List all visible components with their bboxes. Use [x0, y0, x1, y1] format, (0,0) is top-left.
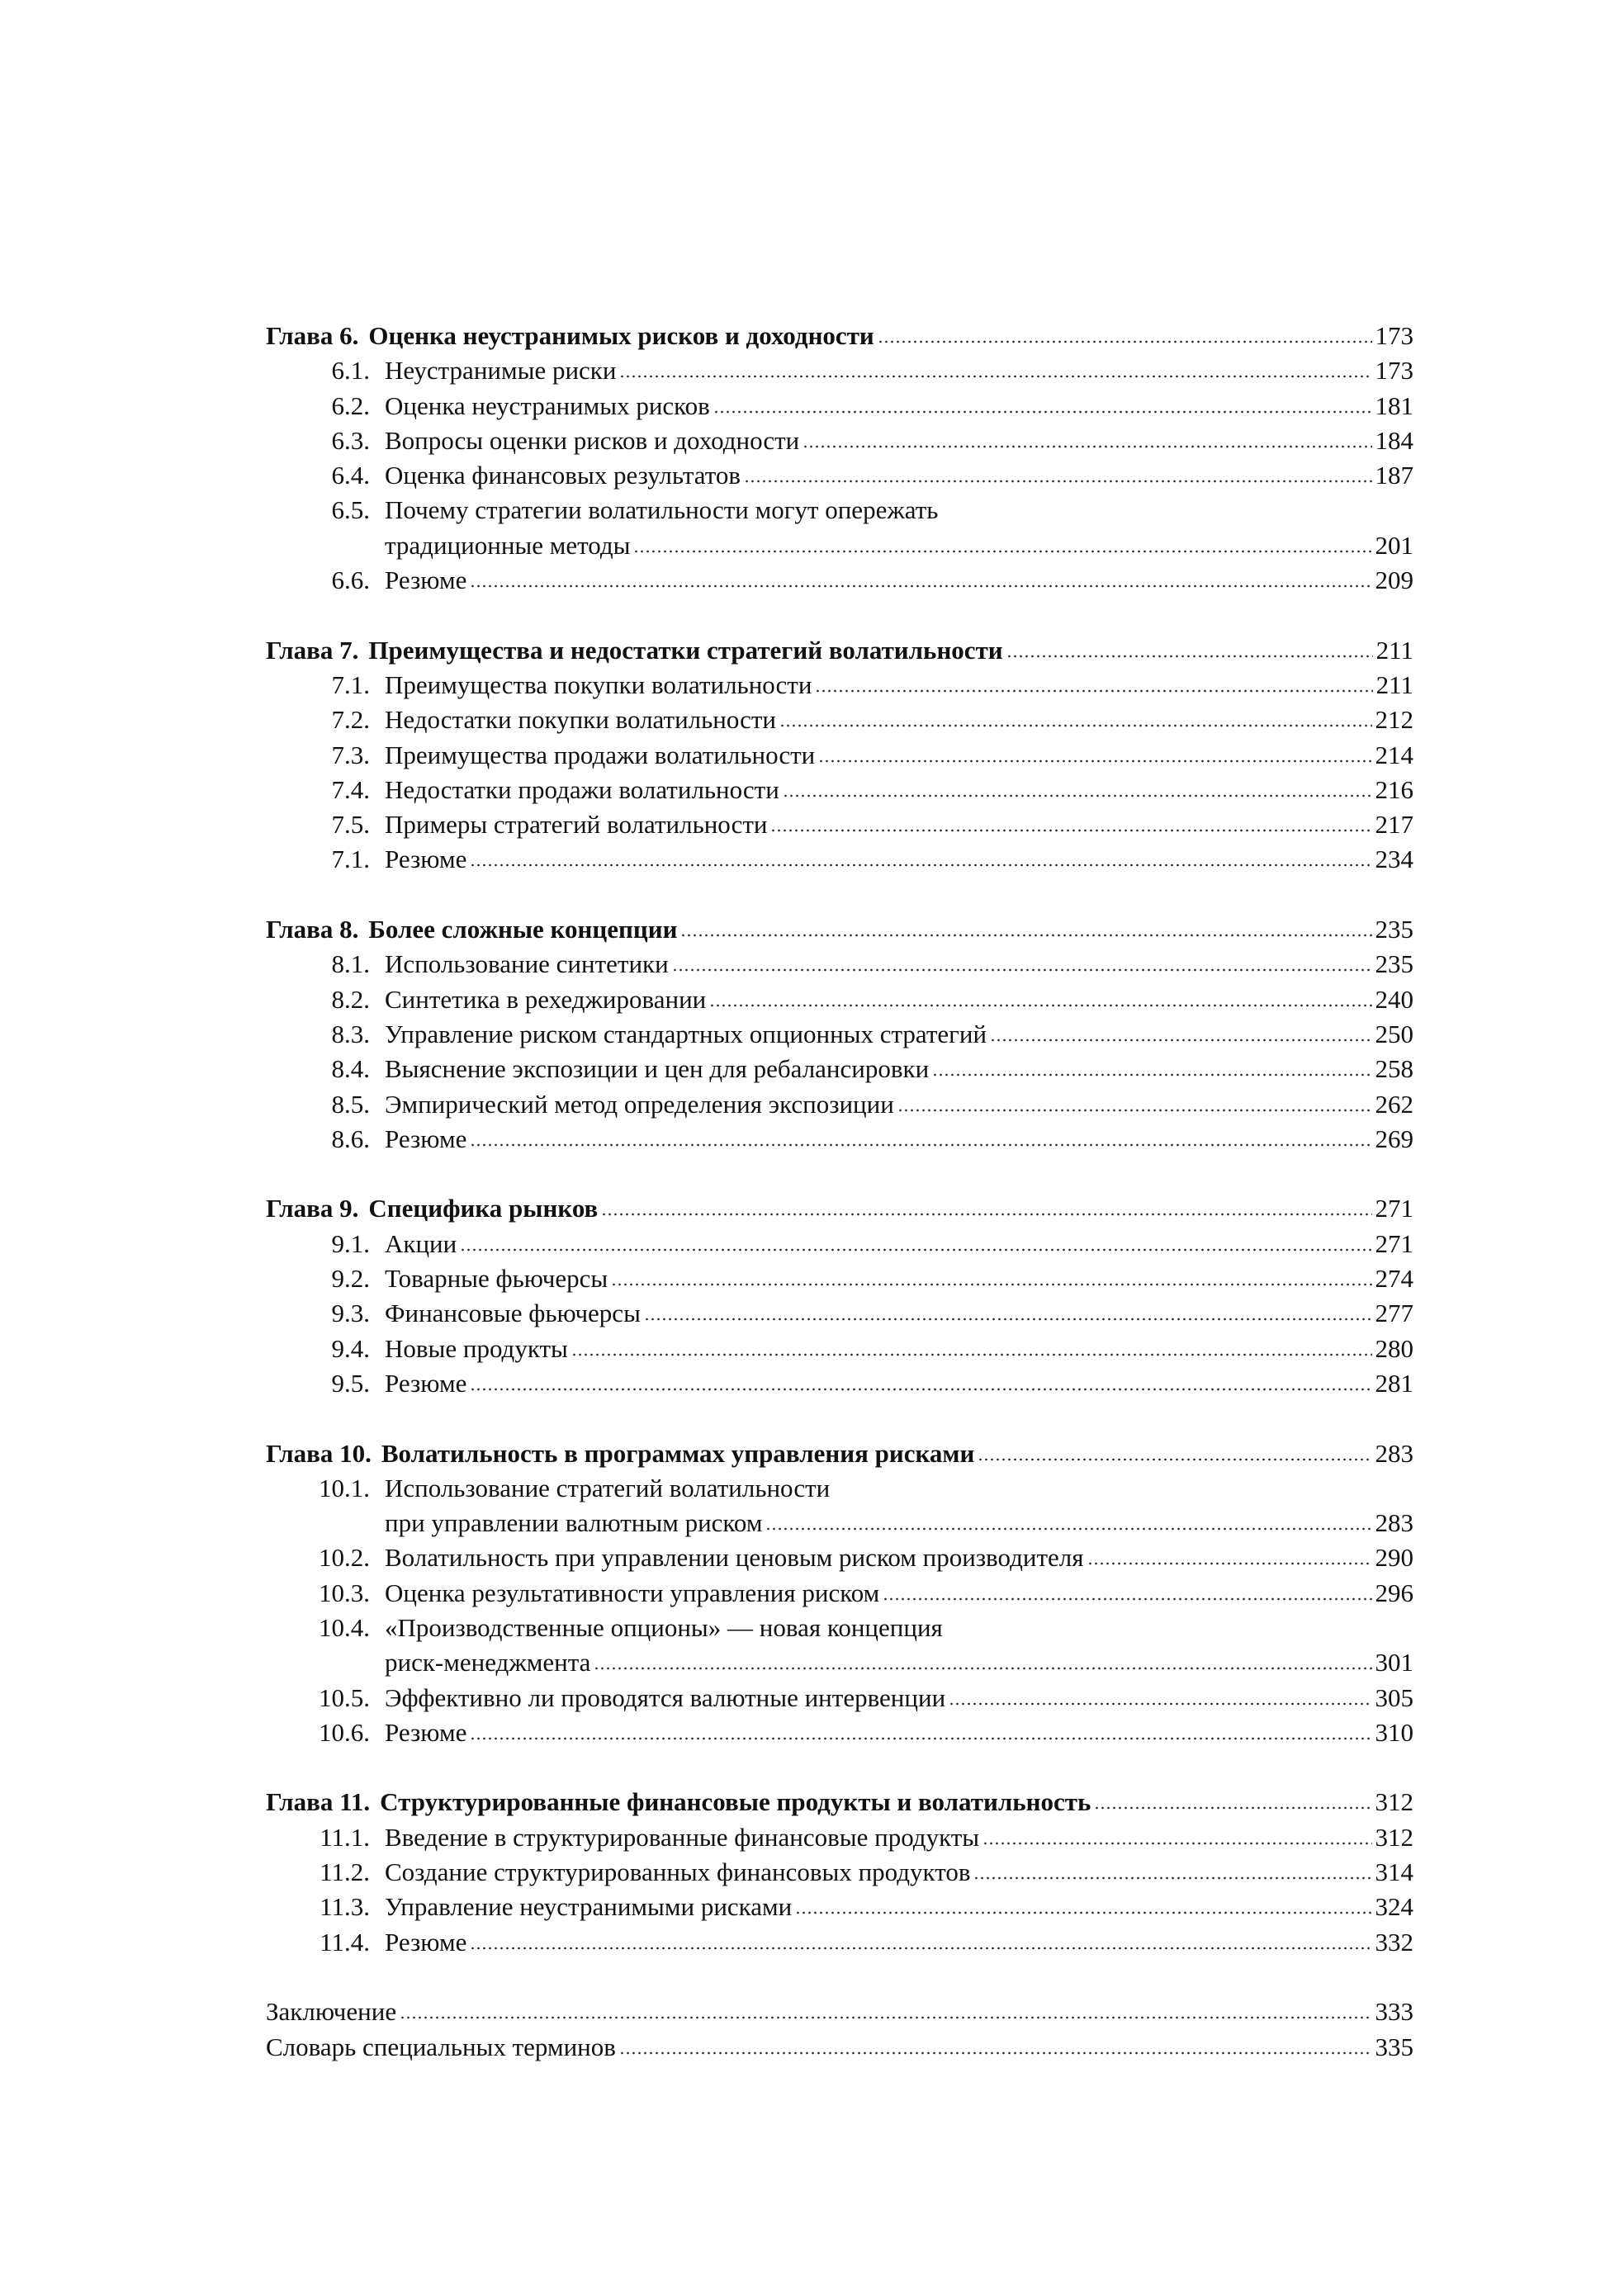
page-number: 312 — [1375, 1787, 1413, 1817]
section-number: 6.6. — [331, 565, 370, 595]
blank-line — [266, 1401, 1413, 1436]
toc-entry[interactable] — [266, 1227, 1413, 1261]
page-number: 258 — [1375, 1054, 1413, 1084]
section-title: Эмпирический метод определения экспозиции — [385, 1089, 894, 1119]
toc-entry[interactable] — [266, 1576, 1413, 1611]
section-title: Новые продукты — [385, 1333, 568, 1363]
section-title: Преимущества покупки волатильности — [385, 670, 812, 699]
chapter-label: Глава 11. — [266, 1787, 371, 1817]
page-number: 305 — [1375, 1682, 1413, 1712]
chapter-label: Глава 6. — [266, 321, 359, 350]
dot-leader — [770, 828, 1371, 833]
section-number: 7.4. — [331, 774, 370, 804]
blank-line — [266, 878, 1413, 912]
section-title: Введение в структурированные финансовые продукты — [385, 1822, 980, 1852]
toc-entry[interactable] — [266, 807, 1413, 842]
page-number: 301 — [1375, 1648, 1413, 1677]
dot-leader — [978, 1457, 1371, 1462]
section-title: Эффективно ли проводятся валютные интервенции — [385, 1682, 946, 1712]
chapter-heading[interactable] — [266, 912, 1413, 947]
dot-leader — [601, 1212, 1371, 1217]
dot-leader — [611, 1282, 1371, 1287]
chapter-heading[interactable] — [266, 319, 1413, 353]
section-title-continued: при управлении валютным риском — [385, 1508, 763, 1538]
page-number: 271 — [1375, 1228, 1413, 1258]
dot-leader — [571, 1352, 1372, 1357]
toc-entry[interactable] — [266, 563, 1413, 598]
chapter-heading[interactable] — [266, 1436, 1413, 1471]
chapter-title: Специфика рынков — [368, 1194, 599, 1223]
page-number: 211 — [1375, 635, 1413, 665]
dot-leader — [470, 1736, 1371, 1741]
dot-leader — [990, 1038, 1371, 1043]
page-number: 187 — [1375, 461, 1413, 490]
section-title-continued: традиционные методы — [385, 530, 631, 560]
toc-entry[interactable] — [266, 1332, 1413, 1366]
section-number: 8.5. — [331, 1089, 370, 1119]
dot-leader — [1087, 1561, 1372, 1566]
chapter-title: Волатильность в программах управления рисками — [381, 1438, 975, 1468]
page-number: 312 — [1375, 1822, 1413, 1852]
back-matter-title: Словарь специальных терминов — [266, 2032, 616, 2061]
chapter-heading[interactable] — [266, 1785, 1413, 1819]
toc-entry[interactable] — [266, 1122, 1413, 1157]
dot-leader — [709, 1003, 1371, 1008]
page-number: 280 — [1375, 1333, 1413, 1363]
section-number: 8.1. — [331, 949, 370, 979]
section-number: 9.1. — [331, 1228, 370, 1258]
dot-leader — [973, 1876, 1371, 1881]
section-title-continued: риск-менеджмента — [385, 1648, 591, 1677]
chapter-heading[interactable] — [266, 1191, 1413, 1226]
section-title: Финансовые фьючерсы — [385, 1299, 641, 1328]
section-number: 8.6. — [331, 1124, 370, 1153]
dot-leader — [594, 1666, 1371, 1671]
section-number: 8.4. — [331, 1054, 370, 1084]
page-number: 173 — [1375, 356, 1413, 386]
table-of-contents — [266, 319, 1413, 2065]
page-number: 250 — [1375, 1019, 1413, 1048]
section-number: 9.3. — [331, 1299, 370, 1328]
toc-entry[interactable] — [266, 1645, 1413, 1680]
toc-entry[interactable] — [266, 528, 1413, 563]
section-number: 7.2. — [331, 705, 370, 735]
blank-line — [266, 1750, 1413, 1785]
dot-leader — [1094, 1805, 1371, 1810]
page-number: 281 — [1375, 1368, 1413, 1398]
page-number: 277 — [1375, 1299, 1413, 1328]
back-matter-entry[interactable] — [266, 1994, 1413, 2029]
page-number: 269 — [1375, 1124, 1413, 1153]
page-number: 214 — [1375, 740, 1413, 769]
toc-entry[interactable] — [266, 842, 1413, 877]
toc-entry-first-line — [266, 1471, 1413, 1506]
section-title: Недостатки покупки волатильности — [385, 705, 777, 735]
blank-line — [266, 1157, 1413, 1191]
chapter-title: Преимущества и недостатки стратегий волатильности — [368, 635, 1003, 665]
page-number: 333 — [1375, 1997, 1413, 2027]
section-title: Резюме — [385, 1927, 467, 1957]
section-number: 9.5. — [331, 1368, 370, 1398]
toc-entry[interactable] — [266, 1890, 1413, 1924]
page-number: 216 — [1375, 774, 1413, 804]
toc-entry[interactable] — [266, 668, 1413, 703]
section-number: 10.1. — [319, 1473, 370, 1502]
page-number: 235 — [1375, 949, 1413, 979]
page-number: 283 — [1375, 1508, 1413, 1538]
section-number: 11.2. — [320, 1857, 370, 1887]
toc-entry[interactable] — [266, 738, 1413, 773]
page-number: 332 — [1375, 1927, 1413, 1957]
section-number: 8.2. — [331, 984, 370, 1014]
dot-leader — [1006, 654, 1373, 659]
back-matter-entry[interactable] — [266, 2030, 1413, 2065]
page-number: 209 — [1375, 565, 1413, 595]
dot-leader — [680, 933, 1371, 938]
section-number: 10.5. — [319, 1682, 370, 1712]
page-number: 181 — [1375, 390, 1413, 420]
back-matter-title: Заключение — [266, 1997, 397, 2027]
page-number: 262 — [1375, 1089, 1413, 1119]
dot-leader — [644, 1317, 1372, 1322]
section-title: Оценка финансовых результатов — [385, 461, 741, 490]
section-number: 6.3. — [331, 425, 370, 455]
section-number: 7.1. — [331, 845, 370, 874]
toc-entry[interactable] — [266, 1506, 1413, 1540]
section-title: Почему стратегии волатильности могут опережать — [385, 495, 939, 525]
toc-entry[interactable] — [266, 1052, 1413, 1086]
page-number: 217 — [1375, 810, 1413, 840]
page-number: 296 — [1375, 1578, 1413, 1607]
toc-entry[interactable] — [266, 947, 1413, 982]
page-number: 201 — [1375, 530, 1413, 560]
section-number: 11.4. — [320, 1927, 370, 1957]
section-title: Вопросы оценки рисков и доходности — [385, 425, 800, 455]
toc-entry-first-line — [266, 1611, 1413, 1645]
page-number: 290 — [1375, 1543, 1413, 1573]
section-title: Резюме — [385, 1368, 467, 1398]
section-number: 7.5. — [331, 810, 370, 840]
dot-leader — [633, 549, 1371, 554]
toc-entry[interactable] — [266, 353, 1413, 388]
page-number: 234 — [1375, 845, 1413, 874]
section-number: 7.1. — [331, 670, 370, 699]
toc-entry[interactable] — [266, 703, 1413, 737]
dot-leader — [795, 1910, 1371, 1915]
section-number: 10.3. — [319, 1578, 370, 1607]
page-number: 240 — [1375, 984, 1413, 1014]
page-number: 310 — [1375, 1717, 1413, 1747]
toc-entry[interactable] — [266, 1261, 1413, 1296]
section-number: 6.1. — [331, 356, 370, 386]
dot-leader — [470, 1946, 1371, 1951]
section-number: 6.2. — [331, 390, 370, 420]
toc-entry[interactable] — [266, 1017, 1413, 1052]
toc-entry[interactable] — [266, 773, 1413, 807]
page-number: 211 — [1375, 670, 1413, 699]
section-number: 7.3. — [331, 740, 370, 769]
section-title: Примеры стратегий волатильности — [385, 810, 768, 840]
dot-leader — [949, 1701, 1371, 1706]
toc-entry-first-line — [266, 493, 1413, 528]
page-number: 283 — [1375, 1438, 1413, 1468]
page-number: 235 — [1375, 915, 1413, 944]
toc-entry[interactable] — [266, 458, 1413, 493]
section-title: Использование стратегий волатильности — [385, 1473, 831, 1502]
toc-entry[interactable] — [266, 1540, 1413, 1575]
section-title: Волатильность при управлении ценовым риском производителя — [385, 1543, 1084, 1573]
section-number: 10.6. — [319, 1717, 370, 1747]
dot-leader — [619, 2051, 1372, 2056]
dot-leader — [932, 1072, 1371, 1077]
dot-leader — [803, 444, 1371, 449]
section-title: Резюме — [385, 845, 467, 874]
page-number: 335 — [1375, 2032, 1413, 2061]
page-number: 173 — [1375, 321, 1413, 350]
section-number: 6.4. — [331, 461, 370, 490]
toc-entry[interactable] — [266, 1855, 1413, 1890]
toc-entry[interactable] — [266, 1087, 1413, 1122]
section-title: Управление риском стандартных опционных стратегий — [385, 1019, 987, 1048]
section-title: Выяснение экспозиции и цен для ребалансировки — [385, 1054, 930, 1084]
toc-entry[interactable] — [266, 982, 1413, 1017]
chapter-label: Глава 10. — [266, 1438, 372, 1468]
section-number: 10.4. — [319, 1612, 370, 1642]
chapter-heading[interactable] — [266, 633, 1413, 668]
dot-leader — [765, 1526, 1371, 1531]
dot-leader — [460, 1247, 1371, 1252]
toc-entry[interactable] — [266, 1366, 1413, 1401]
page-number: 314 — [1375, 1857, 1413, 1887]
section-number: 6.5. — [331, 495, 370, 525]
section-title: Создание структурированных финансовых продуктов — [385, 1857, 971, 1887]
page-number: 212 — [1375, 705, 1413, 735]
section-number: 9.4. — [331, 1333, 370, 1363]
chapter-label: Глава 8. — [266, 915, 359, 944]
section-title: Резюме — [385, 1717, 467, 1747]
section-title: Акции — [385, 1228, 457, 1258]
section-title: Недостатки продажи волатильности — [385, 774, 779, 804]
dot-leader — [779, 723, 1371, 728]
toc-entry[interactable] — [266, 1820, 1413, 1855]
dot-leader — [672, 968, 1372, 972]
dot-leader — [883, 1597, 1371, 1602]
page-number: 184 — [1375, 425, 1413, 455]
section-number: 10.2. — [319, 1543, 370, 1573]
dot-leader — [982, 1841, 1371, 1846]
dot-leader — [878, 339, 1372, 344]
dot-leader — [815, 688, 1372, 693]
section-title: Управление неустранимыми рисками — [385, 1892, 793, 1922]
dot-leader — [783, 793, 1372, 798]
page-number: 271 — [1375, 1194, 1413, 1223]
toc-entry[interactable] — [266, 1296, 1413, 1331]
section-title: Оценка результативности управления риском — [385, 1578, 880, 1607]
dot-leader — [470, 863, 1371, 868]
chapter-label: Глава 9. — [266, 1194, 359, 1223]
section-number: 8.3. — [331, 1019, 370, 1048]
section-title: Синтетика в рехеджировании — [385, 984, 707, 1014]
dot-leader — [818, 759, 1371, 764]
toc-entry[interactable] — [266, 389, 1413, 423]
page-number: 324 — [1375, 1892, 1413, 1922]
dot-leader — [713, 409, 1372, 414]
dot-leader — [470, 1143, 1371, 1147]
chapter-title: Оценка неустранимых рисков и доходности — [368, 321, 874, 350]
chapter-title: Более сложные концепции — [368, 915, 678, 944]
toc-entry[interactable] — [266, 1715, 1413, 1750]
section-title: Использование синтетики — [385, 949, 669, 979]
dot-leader — [619, 374, 1371, 379]
chapter-label: Глава 7. — [266, 635, 359, 665]
section-title: Резюме — [385, 1124, 467, 1153]
section-number: 11.3. — [320, 1892, 370, 1922]
section-title: Преимущества продажи волатильности — [385, 740, 816, 769]
dot-leader — [470, 584, 1371, 589]
section-number: 9.2. — [331, 1264, 370, 1294]
toc-entry[interactable] — [266, 1925, 1413, 1960]
section-number: 11.1. — [320, 1822, 370, 1852]
section-title: Неустранимые риски — [385, 356, 617, 386]
toc-entry[interactable] — [266, 1681, 1413, 1715]
section-title: Оценка неустранимых рисков — [385, 390, 710, 420]
dot-leader — [470, 1387, 1371, 1392]
section-title: «Производственные опционы» — новая концепция — [385, 1612, 943, 1642]
toc-entry[interactable] — [266, 423, 1413, 458]
page-number: 274 — [1375, 1264, 1413, 1294]
blank-line — [266, 598, 1413, 632]
dot-leader — [400, 2015, 1371, 2020]
dot-leader — [744, 479, 1372, 484]
section-title: Резюме — [385, 565, 467, 595]
dot-leader — [897, 1108, 1372, 1113]
blank-line — [266, 1960, 1413, 1994]
chapter-title: Структурированные финансовые продукты и волатильность — [380, 1787, 1091, 1817]
section-title: Товарные фьючерсы — [385, 1264, 608, 1294]
